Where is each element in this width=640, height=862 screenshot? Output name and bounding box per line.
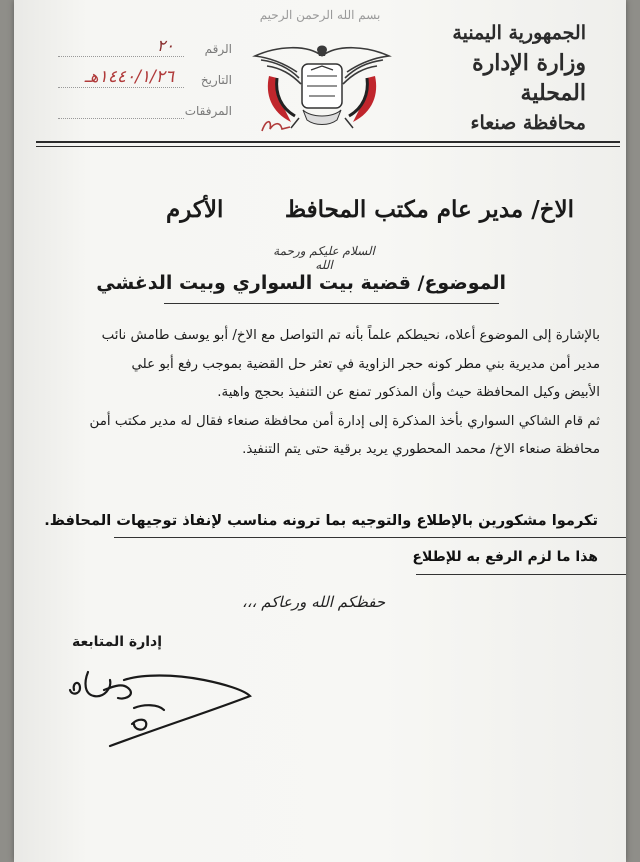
subject-line: الموضوع/ قضية بيت السواري وبيت الدغشي [96,272,506,294]
reference-number-value: ٢٠ [156,36,174,55]
initials-scribble-icon [258,115,294,137]
reference-block [52,38,232,131]
body-line: ثم قام الشاكي السواري بأخذ المذكرة إلى إدارة أمن محافظة صنعاء فقال له مدير مكتب أمن [89,413,600,429]
subject-underline [164,303,499,304]
date-label: التاريخ [200,73,232,87]
attachments-row [52,100,232,131]
thanks-statement: تكرموا مشكورين بالإطلاع والتوجيه بما ترونه مناسب لإنفاذ توجيهات المحافظ. [44,512,598,529]
body-line: بالإشارة إلى الموضوع أعلاه، نحيطكم علماً بأنه تم التواصل مع الاخ/ أبو يوسف طامش نائب [101,328,600,343]
handwritten-signature-icon [54,660,274,760]
basmala: بسم الله الرحمن الرحيم [259,8,381,22]
note-underline [416,574,626,575]
header-rule [36,141,620,143]
honorific: الأكرم [166,196,224,223]
letter-sheet [14,0,626,862]
attachments-label: المرفقات [184,104,232,118]
body-line: مدير أمن مديرية بني مطر كونه حجر الزاوية في تعثر حل القضية بموجب رفع أبو علي [131,356,600,372]
body-line: محافظة صنعاء الاخ/ محمد المحطوري يريد برقية حتى يتم التنفيذ. [242,442,600,457]
letterhead [406,18,586,138]
date-row [52,69,232,100]
header-rule-thin [36,146,620,147]
letterhead-governorate: محافظة صنعاء [470,112,586,134]
submission-note: هذا ما لزم الرفع به للإطلاع [412,549,598,565]
date-value: ١٤٤٠/١/٢٦هـ [84,67,174,87]
addressee: الاخ/ مدير عام مكتب المحافظ [284,196,574,223]
thanks-underline [114,537,626,538]
closing-phrase: حفظكم الله ورعاكم ،،، [242,593,386,611]
greeting: السلام عليكم ورحمة الله [273,244,375,272]
body-line: الأبيض وكيل المحافظة حيث وأن المذكور تمنع عن التنفيذ بحجج واهية. [217,385,600,400]
issuing-department: إدارة المتابعة [72,634,163,650]
letterhead-country: الجمهورية اليمنية [452,22,586,44]
letter-body [40,322,600,465]
letterhead-ministry: وزارة الإدارة المحلية [472,50,586,106]
reference-number-row [52,38,232,69]
reference-number-label: الرقم [204,42,232,56]
